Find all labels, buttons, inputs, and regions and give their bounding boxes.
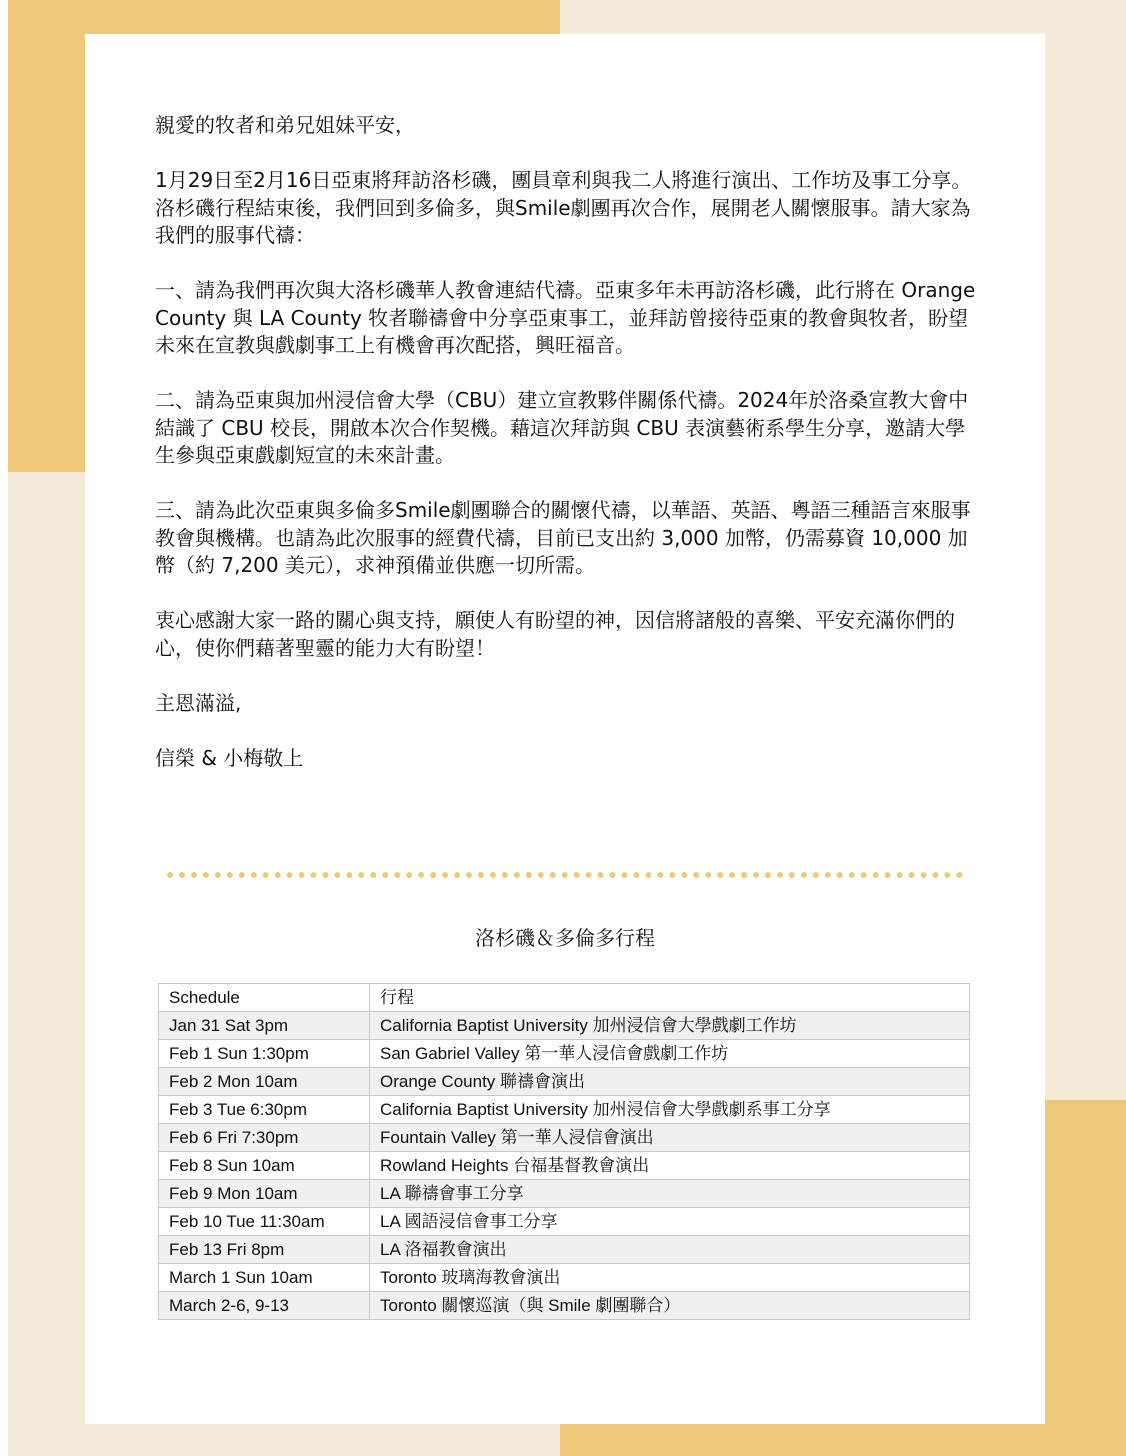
schedule-event-cell: Rowland Heights 台福基督教會演出 — [370, 1152, 970, 1180]
table-row — [159, 1264, 970, 1292]
table-row — [159, 1096, 970, 1124]
schedule-event-cell: Toronto 關懷巡演（與 Smile 劇團聯合） — [370, 1292, 970, 1320]
schedule-date-cell: Feb 3 Tue 6:30pm — [159, 1096, 370, 1124]
prayer-point-3: 三、請為此次亞東與多倫多Smile劇團聯合的關懷代禱，以華語、英語、粵語三種語言來服事教會與機構。也請為此次服事的經費代禱，目前已支出約 3,000 加幣，仍需募資 10,000 加幣（約 7,200 美元），求神預備並供應一切所需。 — [155, 498, 971, 577]
schedule-date-cell: Feb 1 Sun 1:30pm — [159, 1040, 370, 1068]
schedule-date-cell: Feb 10 Tue 11:30am — [159, 1208, 370, 1236]
schedule-event-cell: LA 聯禱會事工分享 — [370, 1180, 970, 1208]
schedule-event-cell: Fountain Valley 第一華人浸信會演出 — [370, 1124, 970, 1152]
schedule-event-cell: California Baptist University 加州浸信會大學戲劇系事工分享 — [370, 1096, 970, 1124]
schedule-event-cell: San Gabriel Valley 第一華人浸信會戲劇工作坊 — [370, 1040, 970, 1068]
schedule-date-cell: Feb 9 Mon 10am — [159, 1180, 370, 1208]
paper-sheet — [85, 34, 1045, 1424]
dotted-divider — [167, 872, 963, 878]
table-row — [159, 1068, 970, 1096]
table-row — [159, 1180, 970, 1208]
letter-body — [155, 112, 985, 800]
letter-greeting: 親愛的牧者和弟兄姐妹平安， — [155, 113, 415, 137]
schedule-date-cell: March 2-6, 9-13 — [159, 1292, 370, 1320]
schedule-event-cell: California Baptist University 加州浸信會大學戲劇工作坊 — [370, 1012, 970, 1040]
schedule-date-cell: Feb 2 Mon 10am — [159, 1068, 370, 1096]
schedule-date-cell: Feb 13 Fri 8pm — [159, 1236, 370, 1264]
schedule-event-cell: Toronto 玻璃海教會演出 — [370, 1264, 970, 1292]
prayer-point-1: 一、請為我們再次與大洛杉磯華人教會連結代禱。亞東多年未再訪洛杉磯，此行將在 Orange County 與 LA County 牧者聯禱會中分享亞東事工，並拜訪曾接待亞東的教會與牧者，盼望未來在宣教與戲劇事工上有機會再次配搭，興旺福音。 — [155, 278, 976, 357]
letter-thanks: 衷心感謝大家一路的關心與支持，願使人有盼望的神，因信將諸般的喜樂、平安充滿你們的心，使你們藉著聖靈的能力大有盼望！ — [155, 608, 955, 660]
header-schedule: Schedule — [159, 984, 370, 1012]
schedule-table — [158, 983, 970, 1320]
schedule-date-cell: Jan 31 Sat 3pm — [159, 1012, 370, 1040]
letter-closing: 主恩滿溢, — [155, 690, 242, 715]
table-row — [159, 1012, 970, 1040]
schedule-date-cell: March 1 Sun 10am — [159, 1264, 370, 1292]
schedule-date-cell: Feb 6 Fri 7:30pm — [159, 1124, 370, 1152]
letter-signature: 信榮 & 小梅敬上 — [155, 745, 304, 770]
table-row — [159, 1292, 970, 1320]
table-header-row — [159, 984, 970, 1012]
header-itinerary: 行程 — [370, 984, 970, 1012]
prayer-point-2: 二、請為亞東與加州浸信會大學（CBU）建立宣教夥伴關係代禱。2024年於洛桑宣教大會中結識了 CBU 校長，開啟本次合作契機。藉這次拜訪與 CBU 表演藝術系學生分享，邀請大學生參與亞東戲劇短宣的未來計畫。 — [155, 388, 969, 467]
table-row — [159, 1124, 970, 1152]
letter-intro: 1月29日至2月16日亞東將拜訪洛杉磯，團員章利與我二人將進行演出、工作坊及事工分享。洛杉磯行程結束後，我們回到多倫多，與Smile劇團再次合作，展開老人關懷服事。請大家為我們的服事代禱： — [155, 168, 972, 247]
table-row — [159, 1236, 970, 1264]
schedule-event-cell: Orange County 聯禱會演出 — [370, 1068, 970, 1096]
table-row — [159, 1152, 970, 1180]
table-row — [159, 1208, 970, 1236]
schedule-title: 洛杉磯＆多倫多行程 — [475, 926, 655, 950]
table-row — [159, 1040, 970, 1068]
schedule-date-cell: Feb 8 Sun 10am — [159, 1152, 370, 1180]
page-edge — [0, 0, 8, 1456]
schedule-event-cell: LA 國語浸信會事工分享 — [370, 1208, 970, 1236]
schedule-event-cell: LA 洛福教會演出 — [370, 1236, 970, 1264]
